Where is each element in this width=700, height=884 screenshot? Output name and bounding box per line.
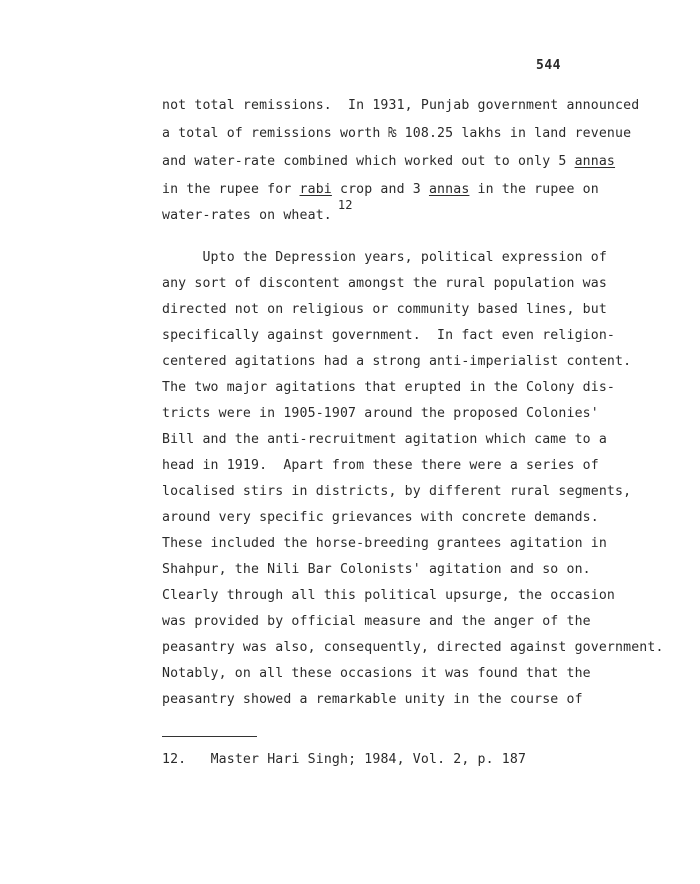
text-line: Upto the Depression years, political expression of (162, 250, 607, 265)
underlined-term: annas (428, 182, 470, 197)
text-line: not total remissions. In 1931, Punjab government announced (162, 98, 640, 113)
text-line: peasantry was also, consequently, directed against government. (162, 640, 664, 655)
text-line: head in 1919. Apart from these there were a series of (162, 458, 599, 473)
text-line (162, 198, 353, 223)
text-line: specifically against government. In fact even religion- (162, 328, 616, 343)
text-fragment: and water-rate combined which worked out to only 5 (162, 154, 575, 169)
text-line: tricts were in 1905-1907 around the proposed Colonies' (162, 406, 599, 421)
text-fragment: in the rupee on (469, 182, 599, 197)
text-line: was provided by official measure and the anger of the (162, 614, 591, 629)
text-fragment: crop and 3 (331, 182, 429, 197)
text-line: These included the horse-breeding grantees agitation in (162, 536, 607, 551)
page-number: 544 (536, 58, 561, 73)
text-line (162, 154, 615, 169)
text-fragment: water-rates on wheat. (162, 208, 332, 223)
footnote-number: 12. (162, 752, 187, 767)
text-fragment: in the rupee for (162, 182, 300, 197)
text-line: peasantry showed a remarkable unity in the course of (162, 692, 583, 707)
text-line: localised stirs in districts, by different rural segments, (162, 484, 632, 499)
text-line: around very specific grievances with concrete demands. (162, 510, 599, 525)
underlined-term: rabi (299, 182, 332, 197)
footnote (162, 752, 526, 767)
footnote-divider (162, 736, 257, 737)
text-line: a total of remissions worth ₨ 108.25 lakhs in land revenue (162, 126, 632, 141)
text-line: any sort of discontent amongst the rural population was (162, 276, 607, 291)
underlined-term: annas (574, 154, 616, 169)
footnote-reference: 12 (337, 198, 353, 212)
text-line: Notably, on all these occasions it was found that the (162, 666, 591, 681)
text-line: Bill and the anti-recruitment agitation which came to a (162, 432, 607, 447)
text-line: Shahpur, the Nili Bar Colonists' agitation and so on. (162, 562, 591, 577)
text-line: centered agitations had a strong anti-imperialist content. (162, 354, 632, 369)
footnote-text: Master Hari Singh; 1984, Vol. 2, p. 187 (210, 752, 527, 767)
text-line (162, 182, 599, 197)
text-line: directed not on religious or community based lines, but (162, 302, 607, 317)
text-line: Clearly through all this political upsurge, the occasion (162, 588, 616, 603)
text-line: The two major agitations that erupted in the Colony dis- (162, 380, 616, 395)
